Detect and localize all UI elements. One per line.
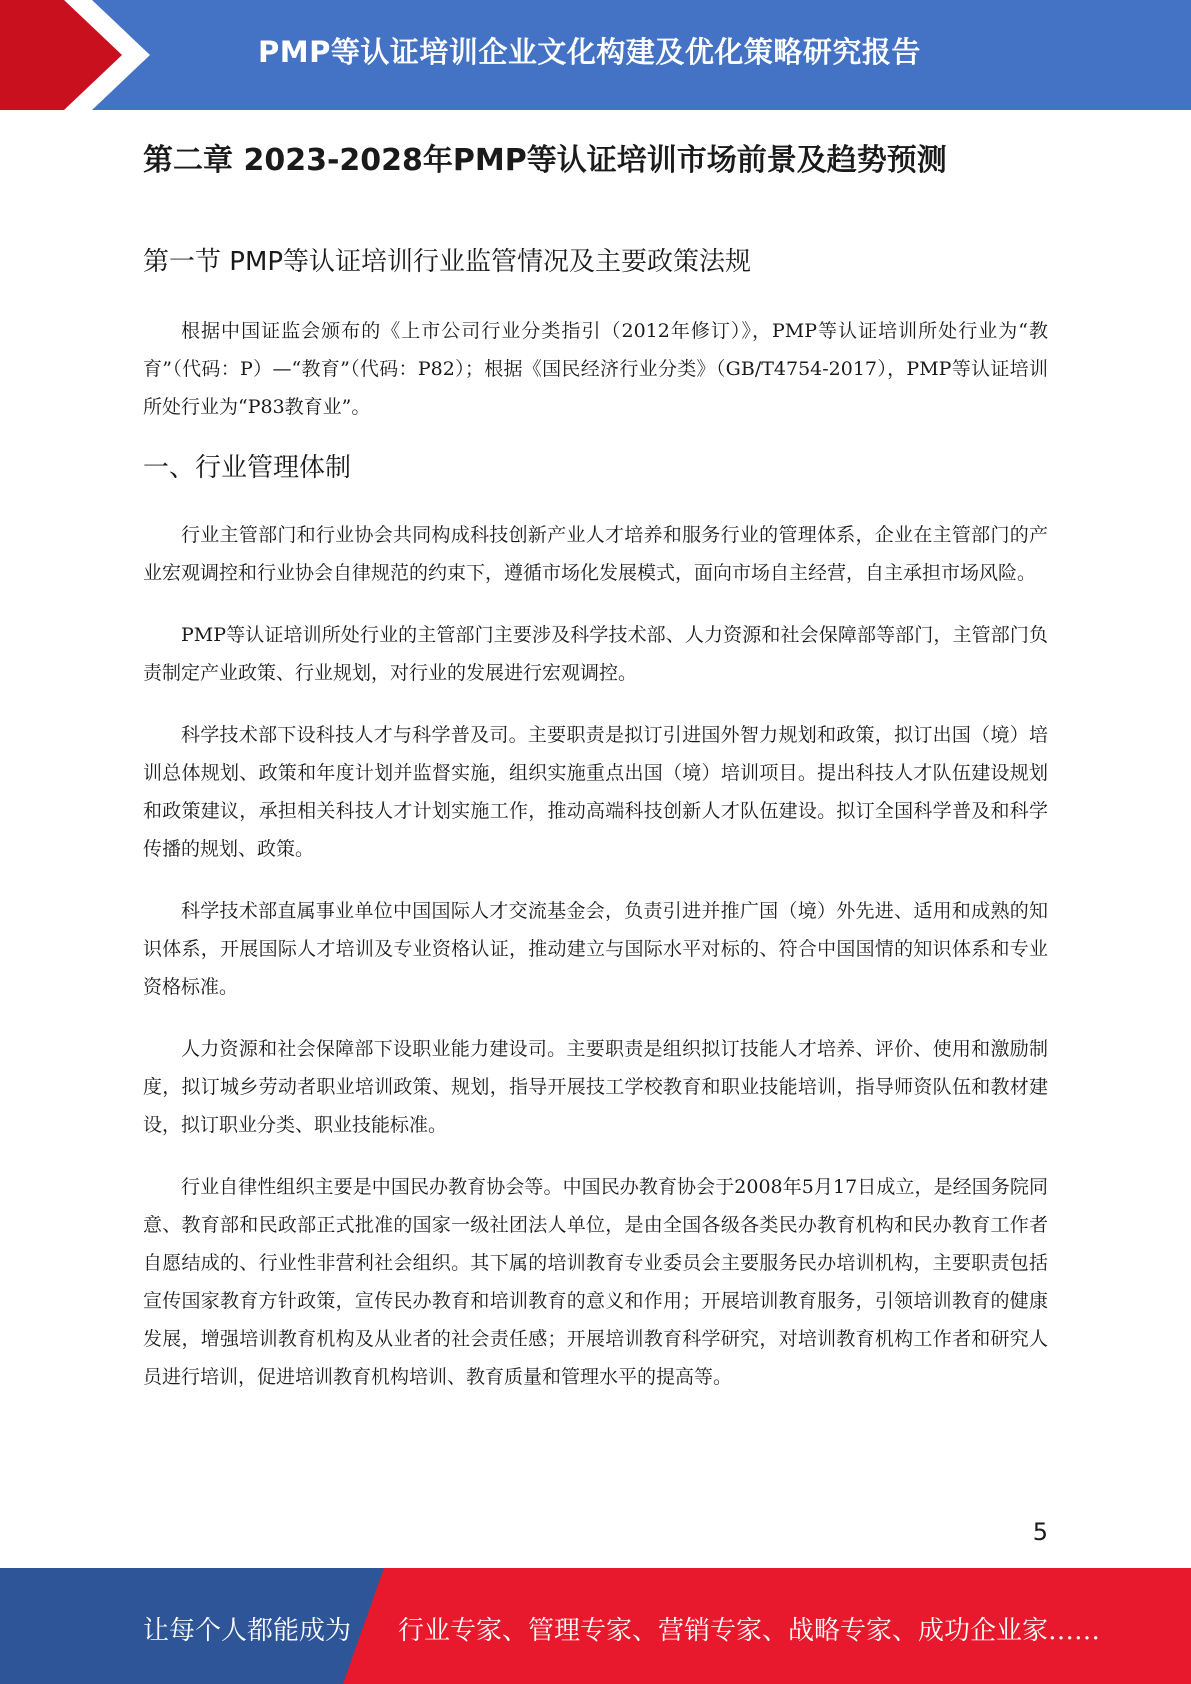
header-chevron-decoration [0,0,160,110]
body-paragraph: PMP等认证培训所处行业的主管部门主要涉及科学技术部、人力资源和社会保障部等部门，主管部门负责制定产业政策、行业规划，对行业的发展进行宏观调控。 [143,624,1048,684]
section-intro-paragraph: 根据中国证监会颁布的《上市公司行业分类指引（2012年修订）》，PMP等认证培训所处行业为“教育”（代码：P）—“教育”（代码：P82）；根据《国民经济行业分类》（GB/T4754-2017），PMP等认证培训所处行业为“P83教育业”。 [143,320,1048,418]
page-number: 5 [1032,1518,1048,1546]
header-banner [0,0,1191,110]
subsection-title: 一、行业管理体制 [143,453,352,483]
body-paragraph: 科学技术部下设科技人才与科学普及司。主要职责是拟订引进国外智力规划和政策，拟订出国（境）培训总体规划、政策和年度计划并监督实施，组织实施重点出国（境）培训项目。提出科技人才队伍建设规划和政策建议，承担相关科技人才计划实施工作，推动高端科技创新人才队伍建设。拟订全国科学普及和科学传播的规划、政策。 [143,724,1048,860]
page-content [143,140,1048,1396]
body-paragraph: 科学技术部直属事业单位中国国际人才交流基金会，负责引进并推广国（境）外先进、适用和成熟的知识体系，开展国际人才培训及专业资格认证，推动建立与国际水平对标的、符合中国国情的知识体系和专业资格标准。 [143,900,1048,998]
body-paragraph: 行业主管部门和行业协会共同构成科技创新产业人才培养和服务行业的管理体系，企业在主管部门的产业宏观调控和行业协会自律规范的约束下，遵循市场化发展模式，面向市场自主经营，自主承担市场风险。 [143,524,1048,584]
section-title: 第一节 PMP等认证培训行业监管情况及主要政策法规 [143,247,752,277]
chapter-title: 第二章 2023-2028年PMP等认证培训市场前景及趋势预测 [143,143,947,178]
footer-slogan-left: 让每个人都能成为 [143,1616,352,1646]
body-paragraph: 人力资源和社会保障部下设职业能力建设司。主要职责是组织拟订技能人才培养、评价、使用和激励制度，拟订城乡劳动者职业培训政策、规划，指导开展技工学校教育和职业技能培训，指导师资队伍和教材建设，拟订职业分类、职业技能标准。 [143,1038,1048,1136]
report-title: PMP等认证培训企业文化构建及优化策略研究报告 [258,35,921,69]
footer-slogan-right: 行业专家、管理专家、营销专家、战略专家、成功企业家…… [398,1616,1101,1646]
body-paragraph: 行业自律性组织主要是中国民办教育协会等。中国民办教育协会于2008年5月17日成立，是经国务院同意、教育部和民政部正式批准的国家一级社团法人单位，是由全国各级各类民办教育机构和民办教育工作者自愿结成的、行业性非营利社会组织。其下属的培训教育专业委员会主要服务民办培训机构，主要职责包括宣传国家教育方针政策，宣传民办教育和培训教育的意义和作用；开展培训教育服务，引领培训教育的健康发展，增强培训教育机构及从业者的社会责任感；开展培训教育科学研究，对培训教育机构工作者和研究人员进行培训，促进培训教育机构培训、教育质量和管理水平的提高等。 [143,1176,1048,1388]
footer-banner [0,1568,1191,1684]
